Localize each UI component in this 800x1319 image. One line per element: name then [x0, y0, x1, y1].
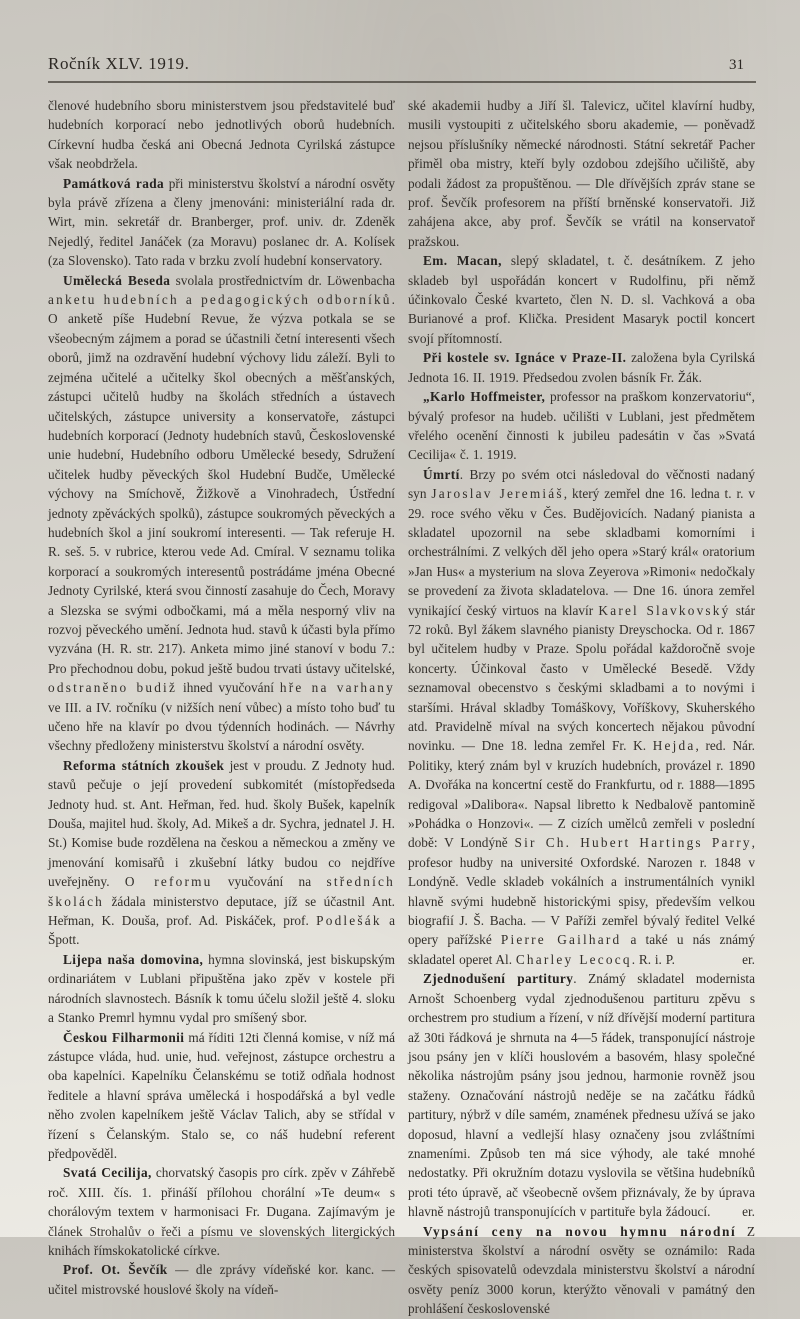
paragraph [48, 756, 395, 950]
text-segment: svolala prostřednictvím dr. Löwenbacha [170, 272, 396, 288]
text-segment: Jaroslav Jeremiáš [431, 486, 564, 502]
text-segment: založena byla Cyrilská Jednota 16. II. 1919. Předsedou zvolen básník Fr. Žák. [408, 350, 755, 385]
paragraph-lead: Českou Filharmonii [63, 1029, 185, 1045]
text-segment: vyučování na [212, 874, 327, 890]
text-segment: Karel Slavkovský [598, 602, 731, 618]
text-segment: slepý skladatel, t. č. desátníkem. Z jeho skladeb byl uspořádán koncert v Rudolfinu, při němž účinkovalo České kvarteto, člen N. D. sl. Vachková a oba Burianové a prof. Klička. President Masaryk poctil koncert svojí přítomností. [408, 253, 755, 346]
paragraph-lead: Vypsání ceny na novou hymnu národní [423, 1223, 737, 1239]
text-segment: a také u nás známý skladatel operet Al. [408, 932, 755, 967]
right-column [408, 96, 755, 1319]
page-number: 31 [729, 57, 744, 73]
text-segment: středních školách [48, 874, 395, 909]
text-segment: . R. i. P. [631, 951, 675, 967]
paragraph-lead: „Karlo Hoffmeister, [423, 389, 546, 405]
left-column [48, 96, 395, 1319]
text-segment: , profesor hudby na université Oxfordské. Narozen r. 1848 v Londýně. Vedle skladeb vokálních a instrumentálních vynikl hlavně svými hudebně historickými spisy, především velkou biografií J. Š. Bacha. — V Paříži zemřel bývalý ředitel Velké opery pařížské [408, 835, 755, 948]
text-segment: chorvatský časopis pro círk. zpěv v Záhřebě roč. XIII. čís. 1. přináší přílohou chorální »Te deum« s chorálovým textem v harmonisaci Fr. Dugana. Zajímavým je článek Strohalův o řeči a písmu ve slovenských litergických knihách římskokatolické církve. [48, 1165, 395, 1258]
text-segment: , který zemřel dne 16. ledna t. r. v 29. roce svého věku v Čes. Budějovicích. Nadaný pianista a skladatel upozornil na sebe skladbami komorními i orchestrálními. Z velkých děl jeho opera »Starý král« oratorium »Jan Hus« a mysterium na slova Zeyerova »Rimoni« nedočkaly se provedení za života skladatelova. — Dne 16. února zemřel vynikající český virtuos na klavír [408, 486, 755, 618]
paragraph [408, 387, 755, 465]
volume-label: Ročník XLV. 1919. [48, 54, 190, 73]
paragraph [408, 969, 755, 1221]
paragraph-lead: Reforma státních zkoušek [63, 757, 225, 773]
text-segment: Pierre Gailhard [500, 932, 622, 948]
paragraph [48, 96, 395, 174]
text-segment: a Špott. [48, 913, 395, 948]
paragraph [408, 96, 755, 251]
paragraph-lead: Umělecká Beseda [63, 272, 171, 288]
paragraph-lead: Em. Macan, [423, 253, 502, 269]
text-segment: má říditi 12ti členná komise, v níž má zástupce vláda, hud. unie, hud. veřejnost, zástupce orchestru a oba kapelníci. Kapelníku Čelanskému se totiž odňala hodnost ředitele a hlavní správa umělecká i hospodářská a byl vedle něho zvolen kapelníkem ještě Václav Talich, aby se střídal v řízení s Čelanským. Stalo se, co náš hudební referent předpověděl. [48, 1029, 395, 1161]
paragraph [48, 174, 395, 271]
signature: er. [742, 1204, 755, 1220]
text-segment: jest v proudu. Z Jednoty hud. stavů pečuje o její provedení subkomitét (místopředseda Jednoty hud. st. Ant. Heřman, řed. hud. školy Bušek, kapelník Douša, majitel hud. školy, Ad. Mikeš a dr. Sychra, jednatel J. H. St.) Komise bude rozdělena na českou a německou a změny ve jmenování komisařů i zkušební látky budou co nejdříve uveřejněny. [48, 757, 395, 890]
text-segment: odstraněno budiž [48, 680, 178, 696]
paragraph [408, 348, 755, 387]
text-segment: žádala ministerstvo deputace, jíž se účastnil Ant. Heřman, K. Douša, prof. Ad. Piskáček, prof. [48, 893, 395, 929]
text-segment: , red. Nár. Politiky, který znám byl v kruzích hudebních, provázel r. 1890 A. Dvořáka na koncertní cestě do Frankfurtu, od r. 1888—1895 redigoval »Dalibora«. Napsal libretto k Nedbalově pantomině »Pohádka o Honzovi«. — Z cizích umělců zemřeli v poslední době: V Londýně [408, 738, 755, 851]
text-segment: hře na varhany [279, 680, 395, 696]
text-segment: . Známý skladatel modernista Arnošt Schoenberg vydal zjednodušenou partituru zpěvu s orchestrem pro studium a řízení, v níž dřívější moderní partitura až 30ti řádková je shrnuta na 4—5 řádek, transponující nástroje jsou psány jen v klíči houslovém a basovém, hlasy společné několika nástrojům psány jsou jednou, harmonie rovněž jsou staženy. Označování nástrojů neděje se na začátku řádků partitury, nýbrž v díle samém, znamének přednesu užívá se jako doposud, hlavní a vedlejší hlasy označeny jsou zvláštními znameními. Způsob ten má sice výhody, ale také mnohé nedostatky. Při okružním dotazu vyslovila se většina hudebníků proti této úpravě, ač všeobecně ovšem přiznávaly, že by úprava hlavně nástrojů transponujících v partituře byla žádoucí. [408, 971, 755, 1220]
paragraph [408, 1222, 755, 1319]
paragraph [48, 1260, 395, 1299]
paragraph [48, 271, 395, 756]
paragraph-lead: Při kostele sv. Ignáce v Praze-II. [423, 350, 627, 366]
text-columns [48, 96, 756, 1319]
text-segment: . Brzy po svém otci následoval do věčnosti nadaný syn [408, 466, 755, 502]
paragraph-lead: Úmrtí [423, 466, 460, 482]
text-segment: professor na praškom konzervatoriu“, bývalý profesor na hudeb. učilišti v Lublani, jest předmětem vřelého ocenění činnosti k jubileu padesátin v čas »Svatá Cecilija« č. 1. 1919. [408, 389, 755, 463]
paragraph-lead: Zjednodušení partitury [423, 971, 574, 987]
paragraph-lead: Lijepa naša domovina, [63, 951, 204, 967]
paragraph [408, 465, 755, 970]
text-segment: anketu hudebních a pedagogických odborníků [48, 292, 392, 308]
text-segment: při ministerstvu školství a národní osvěty byla právě zřízena a členy jmenováni: ministeriální rada dr. Wirt, min. sekretář dr. Branberger, prof. univ. dr. Zdeněk Nejedlý, ředitel Janáček (za Moravu) poslanec dr. A. Kolísek (za Slovensko). Tato rada v brzku zvolí hudební konservatory. [48, 175, 395, 269]
paragraph-lead: Prof. Ot. Ševčík [63, 1262, 168, 1278]
paragraph [48, 1163, 395, 1260]
text-segment: Z ministerstva školství a národní osvěty se oznámilo: Rada českých spisovatelů odevzdala ministerstvu školství a národní osvěty peníz 3000 korun, kterýžto věnovali v památný den prohlášení československé [408, 1223, 755, 1317]
text-segment: ihned vyučování [177, 680, 280, 696]
text-segment: . O anketě píše Hudební Revue, že výzva potkala se se všeobecným zájmem a porad se účastnili četní interesenti všech oborů, jimž na ozdravění hudební výchovy lidu záleží. Byli to zejména učitelé a učitelky škol obecných a měšťanských, zástupci učitelů hudby na školách středních a ústavech učitelských, zástupce university a konservatoře, zástupci hudebních korporací (Jednoty hudebních stavů, Československé unie hudební, Hudebního odboru Umělecké besedy, Sdružení učitelek hudby pěveckých škol Hudební Budče, Umělecké výchovy na Smíchově, Žižkově a Vinohradech, Ústřední jednoty zpěváckých spolků), zástupce soukromých pěveckých a hudebních škol a jiní soukromí interesenti. — Tak referuje H. R. seš. 5. v rubrice, kterou vede Ad. Cmíral. V seznamu tolika korporací a soukromých interesentů postrádáme jména Obecné Jednoty Cyrilské, která svou činností zasahuje do Čech, Moravy a Slezska se svými odbočkami, má a měla nesporný vliv na rozvoj pěveckého umění. Jednota hud. stavů k účasti byla přímo vyzvána (H. R. str. 217). Anketa mimo jiné stanoví v bodu 7.: Pro přechodnou dobu, pokud ještě budou trvati ústavy učitelské, [48, 292, 395, 676]
text-segment: ve III. a IV. ročníku (v nižších není vůbec) a místo toho buď tu učeno hře na klavír po dvou týdenních hodinách. — Návrhy všechny předloženy ministerstvu školství a národní osvěty. [48, 699, 395, 754]
paragraph [408, 251, 755, 348]
paragraph [48, 1028, 395, 1164]
text-segment: stár 72 roků. Byl žákem slavného pianisty Dreyschocka. Od r. 1867 byl učitelem hudby v Praze. Spolu pořádal každoročně svoje koncerty. Účinkoval často v Umělecké Besedě. Vždy seznamoval obecenstvo s českými skladbami a to novými i staršími. Hrával skladby Tomáškovy, Voříškovy, Skuherského atd. Pravidelně míval na svých koncertech nějakou původní novinku. — Dne 18. ledna zemřel Fr. K. [408, 602, 755, 754]
text-segment: ské akademii hudby a Jiří šl. Talevicz, učitel klavírní hudby, musili vystoupiti z učitelského sboru akademie, — poněvadž nejsou příslušníky německé národnosti. Státní sekretář Pacher přiměl oba mistry, kteří byly ozdobou zdejšího učiliště, aby podali žádost za propuštěnou. — Dle dřívějších zpráv stane se prof. Ševčík profesorem na příští brněnské konservatoři. Již zahájena akce, aby prof. Ševčík se vrátil na konservatoř pražskou. [408, 98, 755, 249]
paragraph [48, 950, 395, 1028]
text-segment: Podlešák [316, 913, 382, 929]
paragraph-lead: Památková rada [63, 175, 165, 191]
text-segment: hymna slovinská, jest biskupským ordinariátem v Lublani připuštěna jako zpěv v kostele při národních slavnostech. Básník k tomu účelu složil ještě 4. sloku a Stanko Premrl hymnu vydal pro smíšený sbor. [48, 951, 395, 1026]
text-segment: — dle zprávy vídeňské kor. kanc. — učitel mistrovské houslové školy na vídeň- [48, 1262, 396, 1297]
page-header [48, 54, 756, 83]
text-segment: Charley Lecocq [515, 951, 632, 967]
signature: er. [742, 951, 755, 967]
text-segment: členové hudebního sboru ministerstvem jsou představitelé buď hudebních korporací nebo jednotlivých oborů hudebních. Církevní hudba česká ani Obecná Jednota Cyrilská zástupce však neobdržela. [48, 98, 395, 172]
text-segment: Sir Ch. Hubert Hartings Parry [514, 835, 752, 851]
text-segment: Hejda [652, 738, 696, 754]
paragraph-lead: Svatá Cecilija, [63, 1165, 152, 1181]
text-segment: O reformu [124, 874, 213, 890]
